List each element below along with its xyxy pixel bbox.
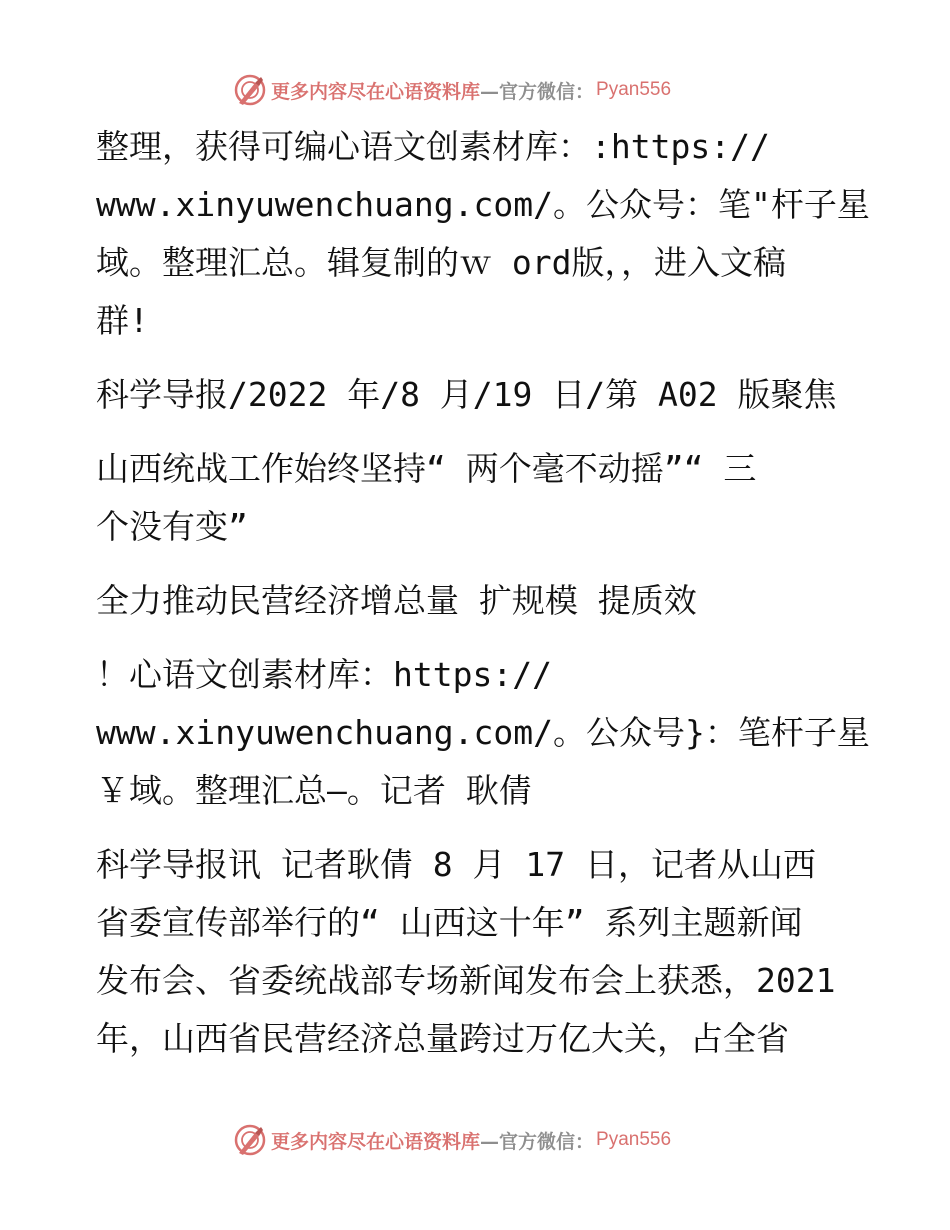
banner-text: 更多内容尽在心语资料库 xyxy=(271,80,481,103)
paragraph xyxy=(96,572,876,630)
pen-logo-icon xyxy=(233,73,267,107)
text-line: 科学导报讯 记者耿倩 8 月 17 日，记者从山西 xyxy=(96,845,816,884)
banner-wechat-id: Pyan556 xyxy=(596,79,672,100)
text-line: 发布会、省委统战部专场新闻发布会上获悉，2021 xyxy=(96,961,836,1000)
paragraph xyxy=(96,366,876,424)
banner-contact-label: —官方微信： xyxy=(480,1130,595,1153)
paragraph xyxy=(96,440,876,556)
text-line: 全力推动民营经济增总量 扩规模 提质效 xyxy=(96,581,697,620)
text-line: ！心语文创素材库：https:// xyxy=(96,655,552,694)
text-line: 群! xyxy=(96,301,149,340)
banner-contact-label: —官方微信： xyxy=(480,80,595,103)
text-line: www.xinyuwenchuang.com/。公众号：笔"杆子星 xyxy=(96,185,870,224)
paragraph xyxy=(96,836,876,1068)
paragraph xyxy=(96,118,876,350)
footer-banner xyxy=(233,1122,671,1158)
text-line: 域。整理汇总。辑复制的ｗ ord版，，进入文稿 xyxy=(96,243,786,282)
header-banner xyxy=(233,72,671,108)
pen-logo-icon xyxy=(233,1123,267,1157)
text-line: 整理，获得可编心语文创素材库：:https:// xyxy=(96,127,770,166)
article-body xyxy=(96,118,876,1084)
text-line: ￥域。整理汇总—。记者 耿倩 xyxy=(96,771,532,810)
text-line: 科学导报/2022 年/8 月/19 日/第 A02 版聚焦 xyxy=(96,375,837,414)
text-line: www.xinyuwenchuang.com/。公众号}：笔杆子星 xyxy=(96,713,870,752)
text-line: 省委宣传部举行的“ 山西这十年” 系列主题新闻 xyxy=(96,903,803,942)
paragraph xyxy=(96,646,876,820)
banner-wechat-id: Pyan556 xyxy=(596,1129,672,1150)
text-line: 年，山西省民营经济总量跨过万亿大关，占全省 xyxy=(96,1019,789,1058)
banner-text: 更多内容尽在心语资料库 xyxy=(271,1130,481,1153)
text-line: 个没有变” xyxy=(96,507,248,546)
text-line: 山西统战工作始终坚持“ 两个毫不动摇”“ 三 xyxy=(96,449,757,488)
